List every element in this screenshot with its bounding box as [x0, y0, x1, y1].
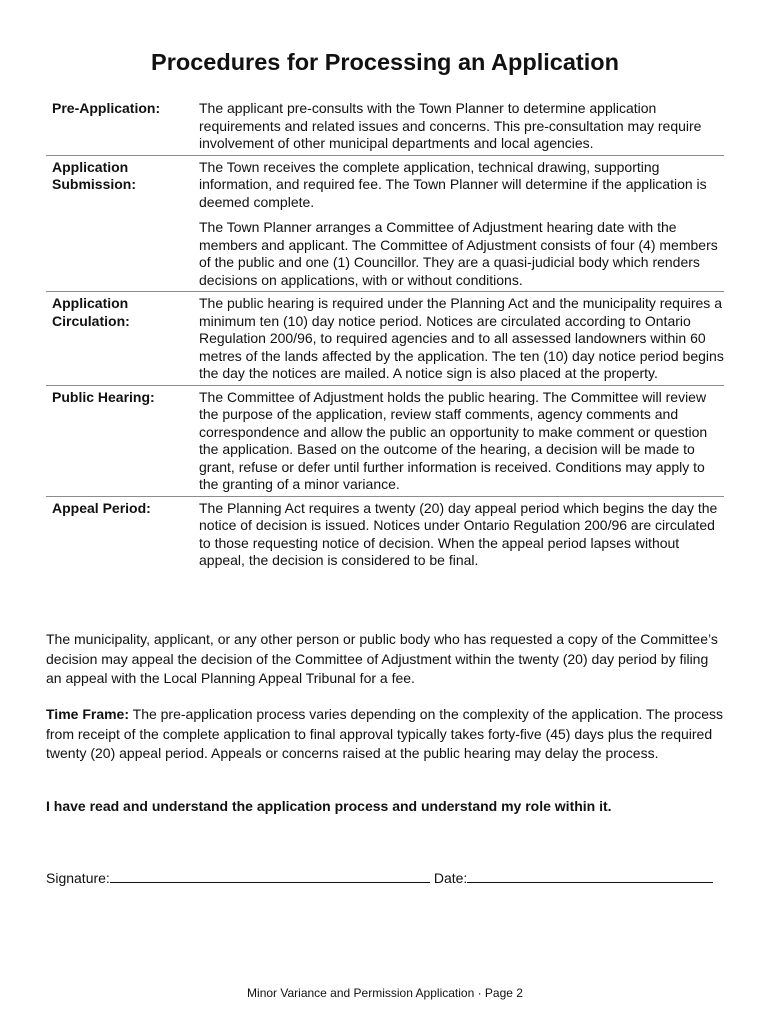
appeal-paragraph: The municipality, applicant, or any other person or public body who has requested a copy of the Committee’s decision may appeal the decision of the Committee of Adjustment within the twenty (20) day period by filing an appeal with the Local Planning Appeal Tribunal for a fee.	[46, 631, 718, 686]
row-label: Pre-Application:	[52, 100, 161, 116]
page-title: Procedures for Processing an Application	[151, 49, 619, 75]
table-row	[46, 100, 724, 156]
row-paragraph: The Town Planner arranges a Committee of Adjustment hearing date with the members and applicant. The Committee of Adjustment consists of four (4) members of the public and one (1) Councillor. They are a quasi-judicial body which renders decisions on applications, with or without conditions.	[199, 219, 718, 288]
table-row	[46, 497, 724, 572]
signature-row	[46, 868, 726, 888]
row-description	[199, 295, 724, 383]
row-description	[199, 159, 724, 290]
row-label: Public Hearing:	[52, 388, 155, 405]
row-description	[199, 389, 724, 494]
procedures-table	[46, 100, 724, 572]
page-footer: Minor Variance and Permission Application · Page 2	[247, 986, 523, 1000]
time-frame-paragraph	[46, 705, 726, 764]
row-paragraph: The Committee of Adjustment holds the public hearing. The Committee will review the purpose of the application, review staff comments, agency comments and correspondence and allow the public an opportunity to make comment or question the application. Based on the outcome of the hearing, a decision will be made to grant, refuse or defer until further information is received. Conditions may apply to the granting of a minor variance.	[199, 388, 708, 492]
table-row	[46, 156, 724, 293]
row-label: Application Submission:	[52, 158, 137, 192]
date-label: Date:	[433, 870, 468, 886]
table-row	[46, 292, 724, 386]
acknowledgement-statement: I have read and understand the application process and understand my role within it.	[46, 798, 612, 814]
row-description	[199, 500, 724, 570]
time-frame-text: The pre-application process varies depending on the complexity of the application. The process from receipt of the complete application to final approval typically takes forty-five (45) days plus the required twenty (20) appeal period. Appeals or concerns raised at the public hearing may delay the process.	[46, 706, 724, 761]
table-row	[46, 386, 724, 497]
row-paragraph: The Planning Act requires a twenty (20) day appeal period which begins the day the notice of decision is issued. Notices under Ontario Regulation 200/96 are circulated to those requesting notice of decision. When the appeal period lapses without appeal, the decision is considered to be final.	[199, 499, 718, 568]
row-description	[199, 100, 724, 153]
row-paragraph: The public hearing is required under the Planning Act and the municipality requires a minimum ten (10) day notice period. Notices are circulated according to Ontario Regulation 200/96, to required agencies and to all assessed landowners within 60 metres of the lands affected by the application. The ten (10) day notice period begins the day the notices are mailed. A notice sign is also placed at the property.	[199, 295, 724, 381]
row-paragraph: The applicant pre-consults with the Town Planner to determine application requirements and related issues and concerns. This pre-consultation may require involvement of other municipal departments and local agencies.	[199, 100, 702, 151]
time-frame-label: Time Frame:	[46, 706, 129, 722]
row-label: Appeal Period:	[52, 499, 151, 516]
date-field[interactable]	[467, 868, 713, 883]
signature-field[interactable]	[110, 868, 430, 883]
row-paragraph: The Town receives the complete application, technical drawing, supporting information, and required fee. The Town Planner will determine if the application is deemed complete.	[199, 158, 707, 210]
row-label: Application Circulation:	[52, 295, 130, 329]
signature-label: Signature:	[46, 870, 110, 886]
